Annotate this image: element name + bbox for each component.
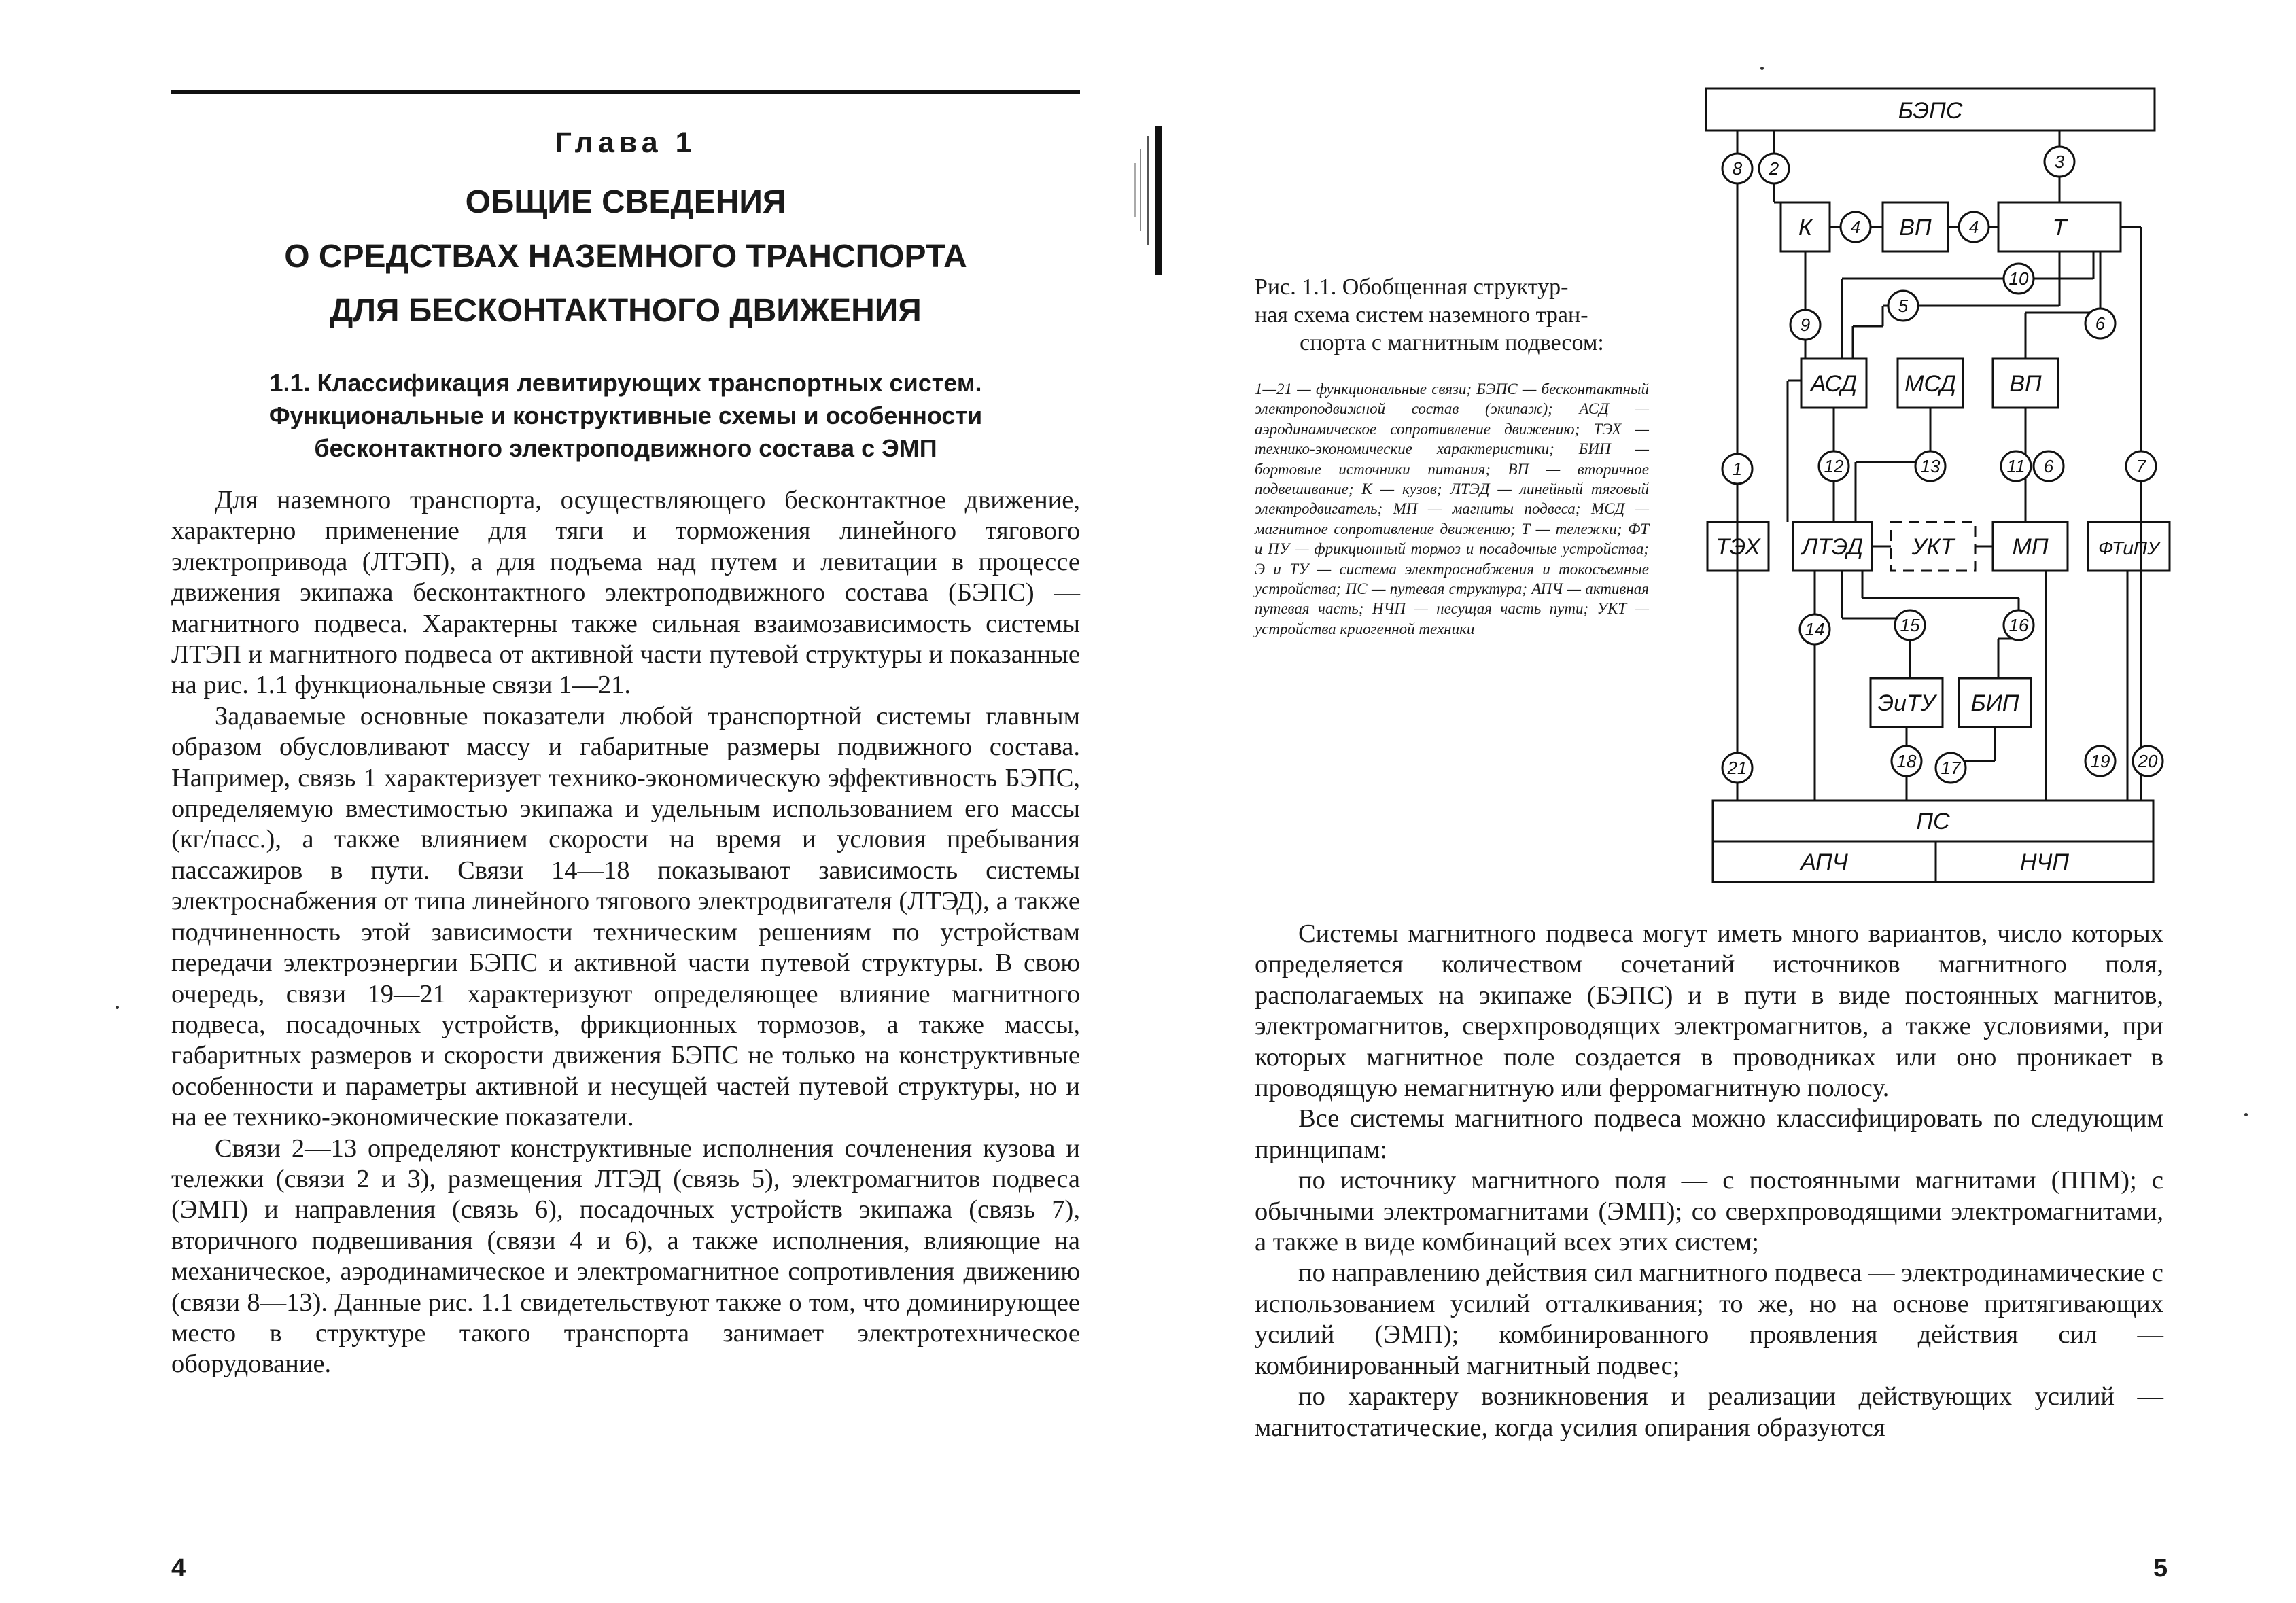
link-3 [2045,147,2074,177]
svg-text:4: 4 [1850,217,1861,237]
link-5 [1888,291,1918,321]
link-8 [1722,154,1752,183]
link-20 [2133,746,2163,776]
link-2 [1759,154,1789,183]
paragraph: Связи 2—13 определяют конструктивные исполнения сочленения кузова и тележки (связи 2 и 3), размещения ЛТЭД (связь 5), электромагнитов подвеса (ЭМП) и направления (связь 6), посадочных устройств экипажа (связь 7), вторичного подвешивания (связи 4 и 6), а также исполнения, влияющие на механическое, аэродинамическое и электромагнитное сопротивления движению (связи 8—13). Данные рис. 1.1 свидетельствуют также о том, что доминирующее место в структуре такого транспорта занимает электротехническое оборудование. [171,1133,1080,1379]
figure-caption-title [1255,273,1649,357]
label-k: К [1798,215,1813,241]
right-body-text [1255,919,2163,1443]
link-14 [1800,614,1830,644]
page-number-right: 5 [2153,1554,2168,1583]
link-19 [2085,746,2115,776]
figure-legend: 1—21 — функциональные связи; БЭПС — бесконтактный электроподвижной состав (экипаж); АСД — аэродинамическое сопротивление движению; ТЭХ — технико-экономические характеристики; БИП — бортовые источники питания; ВП — вторичное подвешивание; К — кузов; ЛТЭД — линейный тяговый электродвигатель; МП — магниты подвеса; МСД — магнитное сопротивление движению; Т — тележки; ФТ и ПУ — фрикционный тормоз и посадочные устройства; Э и ТУ — система электроснабжения и токосъемные устройства; ПС — путевая структура; АПЧ — активная путевая часть; НЧП — несущая часть пути; УКТ — устройства криогенной техники [1255,381,1649,637]
link-4a [1841,212,1871,242]
svg-text:15: 15 [1900,615,1920,635]
svg-text:3: 3 [2054,152,2065,172]
label-asd: АСД [1810,371,1858,397]
header-rule [171,90,1080,94]
chapter-title-line: О СРЕДСТВАХ НАЗЕМНОГО ТРАНСПОРТА [284,239,967,275]
link-12 [1819,451,1849,481]
label-vp-top: ВП [1899,215,1932,241]
section-heading-line: бесконтактного электроподвижного состава с ЭМП [314,434,937,462]
svg-text:10: 10 [2008,268,2029,289]
link-18 [1892,746,1921,776]
label-vp: ВП [2009,371,2042,397]
label-lted: ЛТЭД [1801,534,1864,560]
label-eitu: ЭиТУ [1877,690,1936,716]
paragraph: Для наземного транспорта, осуществляющего бесконтактное движение, характерно применение для тяги и торможения линейного тягового электропривода (ЛТЭП), а для подъема над путем и левитации в процессе движения экипажа бесконтактного электроподвижного состава (БЭПС) — магнитного подвеса. Характерны также сильная взаимозависимость системы ЛТЭП и магнитного подвеса от активной части путевой структуры и показанные на рис. 1.1 функциональные связи 1—21. [171,486,1080,700]
left-body-text [171,485,1080,1380]
link-17 [1936,753,1966,783]
svg-text:8: 8 [1732,158,1743,179]
svg-text:2: 2 [1769,158,1779,179]
label-t: Т [2052,215,2067,241]
caption-line: Рис. 1.1. Обобщенная структур- [1255,275,1569,300]
svg-text:19: 19 [2090,751,2110,771]
svg-text:11: 11 [2006,456,2025,476]
label-mp: МП [2012,534,2049,560]
paragraph: Все системы магнитного подвеса можно классифицировать по следующим принципам: [1255,1104,2163,1164]
svg-text:13: 13 [1920,456,1941,476]
svg-text:5: 5 [1898,296,1909,316]
scan-speck [1760,67,1764,70]
svg-text:20: 20 [2138,751,2158,771]
svg-text:16: 16 [2008,615,2029,635]
section-heading-line: 1.1. Классификация левитирующих транспортных систем. [269,369,982,397]
caption-line: спорта с магнитным подвесом: [1300,330,1604,355]
link-7 [2126,451,2156,481]
svg-text:6: 6 [2095,313,2106,334]
label-teh: ТЭХ [1716,534,1760,560]
link-6a [2085,309,2115,338]
structure-diagram [1679,82,2182,890]
paragraph: по характеру возникновения и реализации действующих усилий — магнитостатические, когда усилия опирания образуются [1255,1382,2163,1442]
svg-text:4: 4 [1968,217,1979,237]
caption-line: ная схема систем наземного тран- [1255,302,1588,328]
chapter-title-line: ДЛЯ БЕСКОНТАКТНОГО ДВИЖЕНИЯ [330,293,922,329]
svg-text:1: 1 [1732,459,1743,479]
paragraph: Задаваемые основные показатели любой транспортной системы главным образом обусловливают массу и габаритные размеры подвижного состава. Например, связь 1 характеризует технико-экономическую эффективность БЭПС, определяемую вместимостью экипажа и удельным использованием его массы (кг/пасс.), а также влиянием скорости на время и условия пребывания пассажиров в пути. Связи 14—18 показывают зависимость системы электроснабжения от типа линейного тягового электродвигателя (ЛТЭД), а также подчиненность этой зависимости техническим решениям по устройствам передачи электроэнергии БЭПС и активной части путевой структуры. В свою очередь, связи 19—21 характеризуют определяющее влияние магнитного подвеса, посадочных устройств, фрикционных тормозов, а также массы, габаритных размеров и скорости движения БЭПС не только на конструктивные особенности и параметры активной и несущей частей путевой структуры, но и на ее технико-экономические показатели. [171,701,1080,1132]
scan-speck [116,1006,119,1009]
svg-text:9: 9 [1800,315,1811,335]
svg-text:17: 17 [1941,758,1961,778]
label-bip: БИП [1970,690,2019,716]
link-11 [2001,451,2031,481]
link-10 [2004,264,2034,294]
paragraph: по направлению действия сил магнитного подвеса — электродинамические с использованием усилий отталкивания; то же, но на основе притягивающих усилий (ЭМП); комбинированного проявления действия сил — комбинированный магнитный подвес; [1255,1258,2163,1380]
svg-text:18: 18 [1896,751,1917,771]
link-15 [1895,610,1925,640]
link-6b [2034,451,2064,481]
page-number-left: 4 [171,1554,186,1583]
label-apch: АПЧ [1801,849,1848,875]
svg-text:7: 7 [2136,456,2146,476]
chapter-label: Глава 1 [555,126,697,159]
label-beps: БЭПС [1898,98,1963,124]
paragraph: по источнику магнитного поля — с постоянными магнитами (ППМ); с обычными электромагнитами (ЭМП); со сверхпроводящими электромагнитами, а также в виде комбинаций всех этих систем; [1255,1166,2163,1257]
link-4b [1959,212,1989,242]
link-13 [1915,451,1945,481]
svg-text:12: 12 [1824,456,1844,476]
link-16 [2004,610,2034,640]
scan-speck [2244,1113,2248,1116]
paragraph: Системы магнитного подвеса могут иметь много вариантов, число которых определяется количеством сочетаний источников магнитного поля, располагаемых на экипаже (БЭПС) и в пути в виде постоянных магнитов, электромагнитов, сверхпроводящих электромагнитов, а также условиями, при которых магнитное поле создается в проводниках или оно проникает в проводящую немагнитную или ферромагнитную полосу. [1255,919,2163,1103]
label-ftipu: ФТиПУ [2098,538,2160,559]
svg-text:6: 6 [2043,456,2054,476]
label-nchp: НЧП [2019,849,2070,875]
link-9 [1790,310,1820,340]
svg-text:14: 14 [1805,619,1825,639]
svg-text:21: 21 [1727,758,1747,778]
label-ps: ПС [1916,809,1950,834]
link-21 [1722,753,1752,783]
label-ukt: УКТ [1911,534,1955,560]
section-heading [171,367,1080,465]
chapter-title-line: ОБЩИЕ СВЕДЕНИЯ [465,184,786,220]
section-heading-line: Функциональные и конструктивные схемы и особенности [268,402,983,429]
label-msd: МСД [1904,371,1956,397]
link-1 [1722,454,1752,484]
chapter-title [171,175,1080,338]
